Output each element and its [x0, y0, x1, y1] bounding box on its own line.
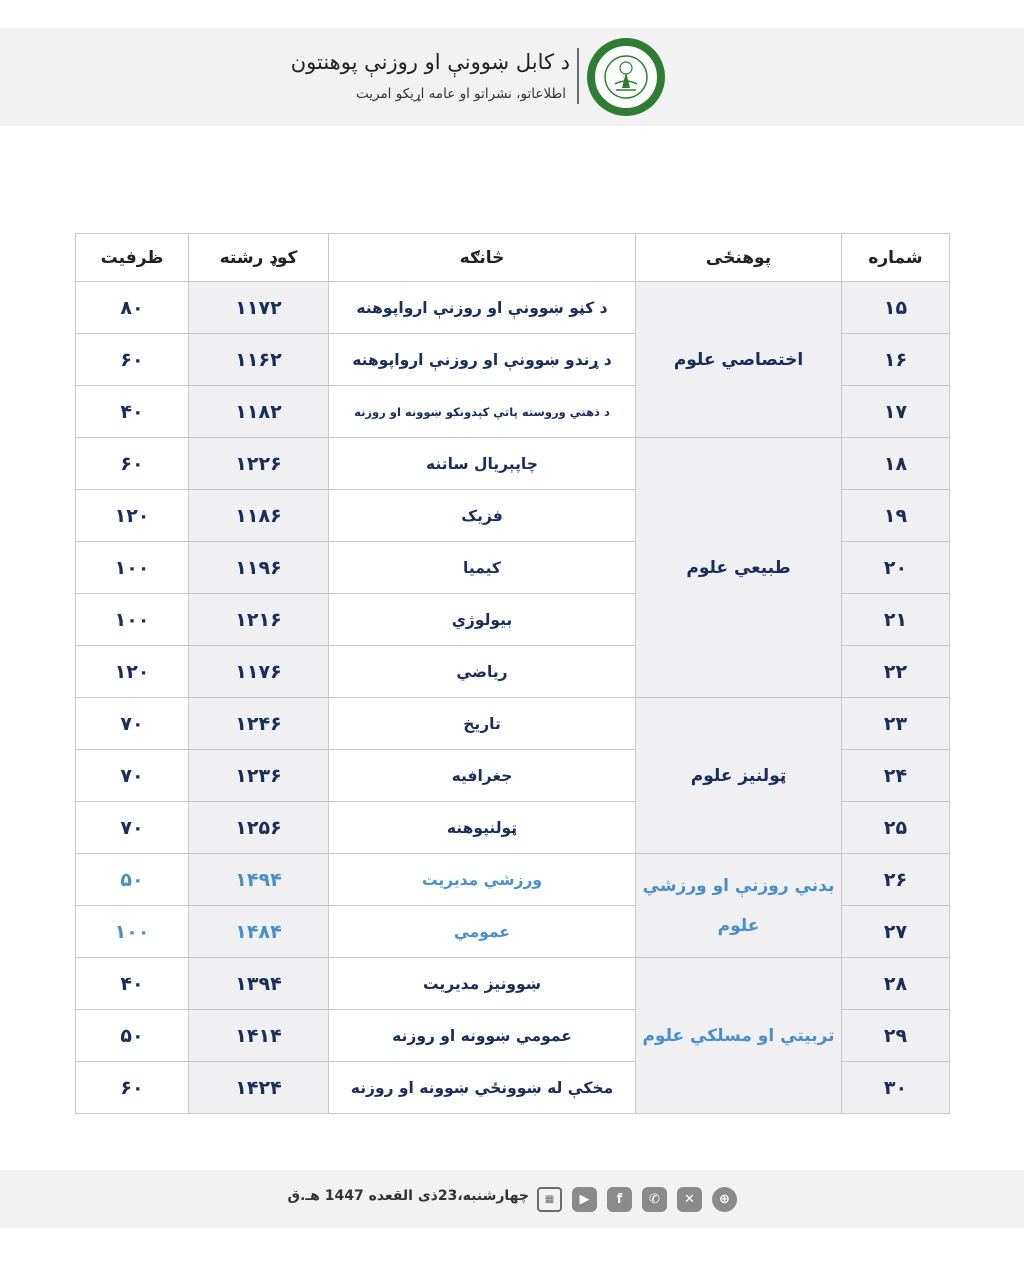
- code-cell: ۱۲۴۶: [189, 698, 329, 750]
- header-divider: [577, 48, 579, 104]
- code-cell: ۱۱۷۲: [189, 282, 329, 334]
- row-number: ۲۹: [842, 1010, 950, 1062]
- faculty-cell: تربیتي او مسلکي علوم: [636, 958, 842, 1114]
- table-row: [76, 698, 950, 750]
- row-number: ۱۸: [842, 438, 950, 490]
- column-header-faculty: پوهنځی: [636, 234, 842, 282]
- column-header-code: کوډ رشته: [189, 234, 329, 282]
- row-number: ۲۴: [842, 750, 950, 802]
- capacity-cell: ۱۰۰: [76, 542, 189, 594]
- code-cell: ۱۲۳۶: [189, 750, 329, 802]
- faculty-cell: بدني روزنې او ورزشي علوم: [636, 854, 842, 958]
- footer-date: چهارشنبه،23ذی القعده 1447 هـ.ق: [287, 1188, 529, 1204]
- row-number: ۲۳: [842, 698, 950, 750]
- university-seal-logo: [587, 38, 665, 116]
- row-number: ۲۷: [842, 906, 950, 958]
- code-cell: ۱۱۹۶: [189, 542, 329, 594]
- x-icon[interactable]: ✕: [677, 1187, 702, 1212]
- capacity-cell: ۶۰: [76, 438, 189, 490]
- faculty-cell: طبیعي علوم: [636, 438, 842, 698]
- row-number: ۲۵: [842, 802, 950, 854]
- seal-emblem-icon: [603, 54, 649, 100]
- capacity-cell: ۵۰: [76, 1010, 189, 1062]
- department-cell: عمومي ښوونه او روزنه: [329, 1010, 636, 1062]
- capacity-cell: ۶۰: [76, 1062, 189, 1114]
- top-margin: [0, 0, 1024, 28]
- capacity-cell: ۱۰۰: [76, 906, 189, 958]
- department-cell: چاپېریال ساتنه: [329, 438, 636, 490]
- row-number: ۲۱: [842, 594, 950, 646]
- web-icon[interactable]: ⊕: [712, 1187, 737, 1212]
- table-row: [76, 958, 950, 1010]
- code-cell: ۱۳۹۴: [189, 958, 329, 1010]
- capacity-cell: ۱۲۰: [76, 490, 189, 542]
- row-number: ۲۸: [842, 958, 950, 1010]
- calendar-icon: ▦: [537, 1187, 562, 1212]
- row-number: ۱۷: [842, 386, 950, 438]
- code-cell: ۱۲۱۶: [189, 594, 329, 646]
- department-cell: عمومي: [329, 906, 636, 958]
- department-name: اطلاعاتو، نشراتو او عامه اړیکو امریت: [355, 86, 566, 102]
- code-cell: ۱۲۵۶: [189, 802, 329, 854]
- facebook-icon[interactable]: f: [607, 1187, 632, 1212]
- code-cell: ۱۴۲۴: [189, 1062, 329, 1114]
- code-cell: ۱۲۲۶: [189, 438, 329, 490]
- admissions-table: [75, 233, 950, 1114]
- row-number: ۱۵: [842, 282, 950, 334]
- table-row: [76, 282, 950, 334]
- row-number: ۳۰: [842, 1062, 950, 1114]
- capacity-cell: ۱۰۰: [76, 594, 189, 646]
- table-row: [76, 854, 950, 906]
- code-cell: ۱۱۶۲: [189, 334, 329, 386]
- code-cell: ۱۴۱۴: [189, 1010, 329, 1062]
- department-cell: جغرافیه: [329, 750, 636, 802]
- department-cell: د کڼو ښوونې او روزنې ارواپوهنه: [329, 282, 636, 334]
- capacity-cell: ۷۰: [76, 750, 189, 802]
- department-cell: د ړندو ښوونې او روزنې ارواپوهنه: [329, 334, 636, 386]
- row-number: ۱۹: [842, 490, 950, 542]
- column-header-department: څانګه: [329, 234, 636, 282]
- column-header-capacity: ظرفیت: [76, 234, 189, 282]
- capacity-cell: ۷۰: [76, 802, 189, 854]
- department-cell: د ذهني وروسته پاتې کېدونکو ښوونه او روزنه: [329, 386, 636, 438]
- faculty-cell: اختصاصي علوم: [636, 282, 842, 438]
- capacity-cell: ۴۰: [76, 958, 189, 1010]
- department-cell: ټولنپوهنه: [329, 802, 636, 854]
- capacity-cell: ۴۰: [76, 386, 189, 438]
- university-name: د کابل ښوونې او روزنې پوهنتون: [290, 50, 570, 74]
- department-cell: کیمیا: [329, 542, 636, 594]
- faculty-cell: ټولنیز علوم: [636, 698, 842, 854]
- youtube-icon[interactable]: ▶: [572, 1187, 597, 1212]
- code-cell: ۱۴۸۴: [189, 906, 329, 958]
- row-number: ۲۲: [842, 646, 950, 698]
- code-cell: ۱۱۸۶: [189, 490, 329, 542]
- department-cell: بیولوژي: [329, 594, 636, 646]
- table-row: [76, 438, 950, 490]
- department-cell: ښوونیز مدیریت: [329, 958, 636, 1010]
- department-cell: ریاضي: [329, 646, 636, 698]
- row-number: ۲۶: [842, 854, 950, 906]
- capacity-cell: ۱۲۰: [76, 646, 189, 698]
- department-cell: مخکې له ښوونځي ښوونه او روزنه: [329, 1062, 636, 1114]
- whatsapp-icon[interactable]: ✆: [642, 1187, 667, 1212]
- department-cell: تاریخ: [329, 698, 636, 750]
- capacity-cell: ۶۰: [76, 334, 189, 386]
- row-number: ۲۰: [842, 542, 950, 594]
- department-cell: ورزشي مدیریت: [329, 854, 636, 906]
- capacity-cell: ۵۰: [76, 854, 189, 906]
- header-bar: [0, 28, 1024, 126]
- code-cell: ۱۴۹۴: [189, 854, 329, 906]
- row-number: ۱۶: [842, 334, 950, 386]
- code-cell: ۱۱۸۲: [189, 386, 329, 438]
- code-cell: ۱۱۷۶: [189, 646, 329, 698]
- social-icons: [537, 1187, 737, 1212]
- capacity-cell: ۸۰: [76, 282, 189, 334]
- column-header-number: شماره: [842, 234, 950, 282]
- department-cell: فزیک: [329, 490, 636, 542]
- table-header-row: [76, 234, 950, 282]
- capacity-cell: ۷۰: [76, 698, 189, 750]
